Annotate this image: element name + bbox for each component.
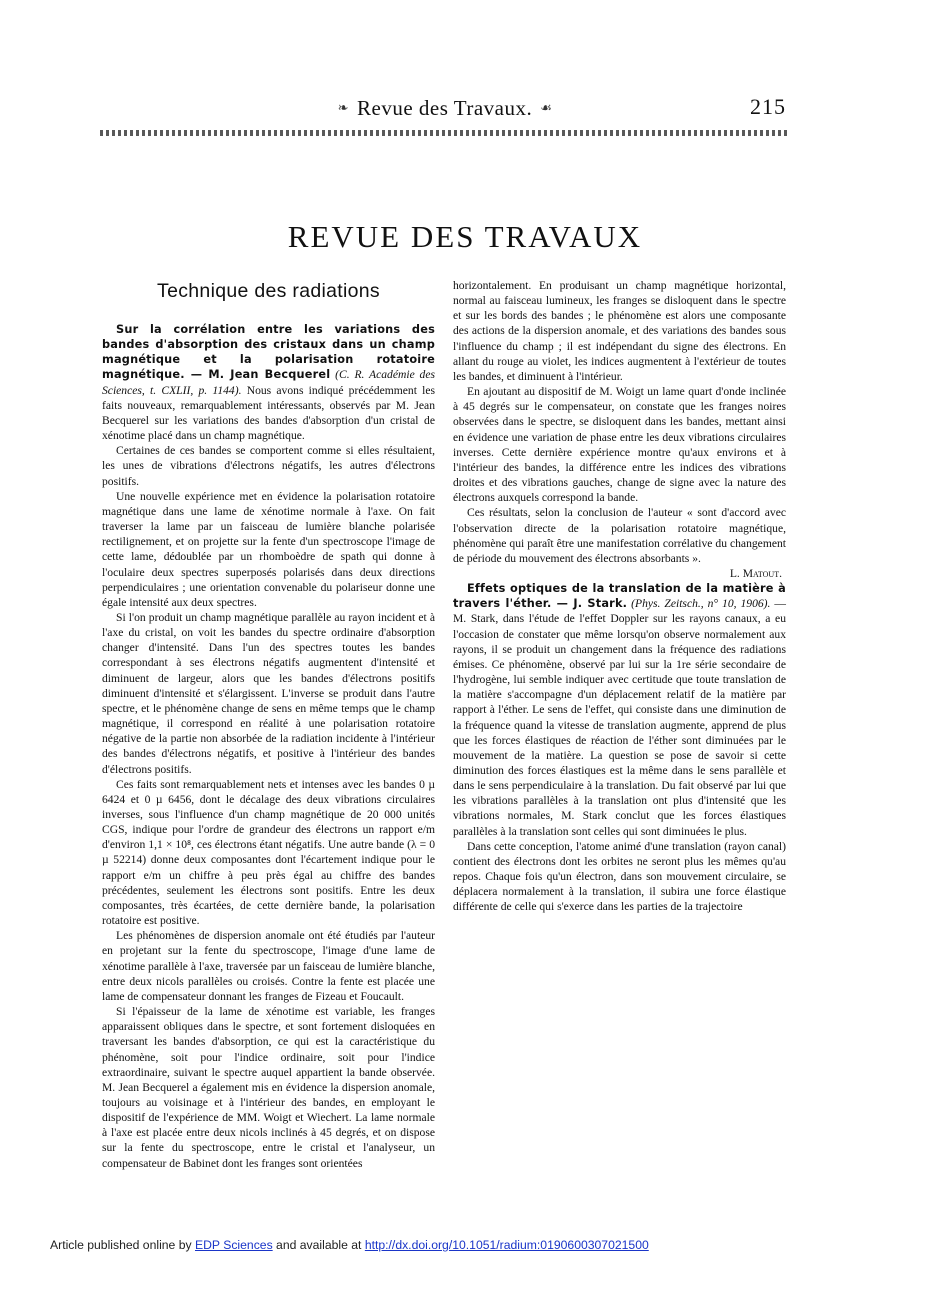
right-ornament-icon: ☙ (540, 100, 553, 115)
article1-signature: L. Matout. (729, 566, 782, 580)
article1-paragraph: Ces résultats, selon la conclusion de l'auteur « sont d'accord avec l'observation directe de la polarisation rotatoire magnétique, phénomène qui paraît être une manifestation corrélative du changement de période du mouvement des électrons absorbants ». (453, 506, 786, 565)
article1-paragraph: Nous avons indiqué précédemment les faits nouveaux, remarquablement intéressants, observés par M. Jean Becquerel sur les variations des bandes d'absorption d'un cristal de xénotime placé dans un champ magnétique. (102, 383, 436, 443)
article1-paragraph: Les phénomènes de dispersion anomale ont été étudiés par l'auteur en projetant sur la fente du spectroscope, l'image d'une lame de xénotime parallèle à l'axe, traversée par un faisceau de lumière blanche, entre deux nicols parallèles ou croisés. Contre la fente est placée une lame de compensateur donnant les franges de Fizeau et Foucault. (102, 929, 435, 1003)
footer-text: Article published online by (50, 1238, 195, 1252)
running-title-text: Revue des Travaux. (357, 96, 533, 120)
running-title (100, 96, 790, 121)
article1-paragraph: Ces faits sont remarquablement nets et intenses avec les bandes 0 µ 6424 et 0 µ 6456, dont le décalage des deux vibrations circulaires inverses, sous l'influence d'un champ magnétique de 20 000 unités CGS, indique pour l'ordre de grandeur des électrons un rapport e/m d'environ 1,1 × 10⁸, ces électrons étant négatifs. Une autre bande (λ = 0 µ 52214) donne deux composantes dont l'écartement indique pour le rapport e/m un chiffre à peu près égal au chiffre des bandes précédentes, seulement les électrons sont positifs. Entre les deux composantes, très écartées, de cette dernière bande, la polarisation rotatoire est positive. (102, 777, 435, 928)
footer (50, 1238, 649, 1252)
article1-paragraph: Une nouvelle expérience met en évidence la polarisation rotatoire magnétique dans une lame de xénotime normale à l'axe. On fait traverser la lame par un faisceau de lumière blanche polarisée rectilignement, et on projette sur la fente d'un spectroscope l'image de cette lame, dédoublée par un rhomboèdre de spath qui donne à l'oculaire deux spectres superposés polarisés dans deux directions perpendiculaires ; une orientation convenable du polariseur donne une égale intensité aux deux spectres. (102, 489, 435, 609)
article1-paragraph: Si l'épaisseur de la lame de xénotime est variable, les franges apparaissent obliques dans le spectre, et sont fortement disloquées en traversant les bandes d'absorption, ce qui est la caractéristique du phénomène, soit pour l'indice ordinaire, soit pour l'indice extraordinaire, suivant le spectre auquel appartient la bande observée. M. Jean Becquerel a également mis en évidence la dispersion anomale, toujours au voisinage et à l'intérieur des bandes, en employant le dispositif de l'expérience de MM. Woigt et Wiechert. La lame normale à l'axe est placée entre deux nicols inclinés à 45 degrés, et on dispose sur la fente du spectroscope, entre le cristal et l'analyseur, un compensateur de Babinet dont les franges sont orientées (102, 1005, 435, 1170)
running-head (100, 96, 790, 128)
article1-citation: (C. R. Académie des Sciences, t. CXLII, p. 1144). (102, 368, 436, 397)
right-column (453, 278, 786, 915)
article2-citation: (Phys. Zeitsch., n° 10, 1906). (631, 597, 771, 611)
article1-paragraph: Si l'on produit un champ magnétique parallèle au rayon incident et à l'axe du cristal, on voit les bandes du spectre ordinaire d'absorption changer d'intensité. Dans l'un des spectres toutes les bandes correspondant à ses électrons négatifs augmentent d'intensité et diminuent de largeur, alors que les bandes d'électrons positifs diminuent d'intensité et s'élargissent. L'inverse se produit dans l'autre spectre, et le phénomène change de sens en même temps que le champ magnétique, il correspond en réalité à une polarisation rotatoire négative de la partie non absorbée de la radiation incidente à l'intérieur des bandes d'électrons négatifs, et positive à l'intérieur des bandes d'électrons positifs. (102, 610, 435, 776)
doi-link[interactable]: http://dx.doi.org/10.1051/radium:0190600307021500 (364, 1238, 649, 1252)
article1-paragraph: Certaines de ces bandes se comportent comme si elles résultaient, les unes de vibrations d'électrons négatifs, les autres d'électrons positifs. (102, 444, 435, 488)
rubric-title: Technique des radiations (157, 280, 380, 302)
article2-lead (453, 581, 786, 839)
article1-paragraph-continued: horizontalement. En produisant un champ magnétique horizontal, normal au faisceau lumineux, les franges se disloquent dans le spectre et sur les bords des bandes ; le phénomène est alors une composante des actions de la dispersion anomale, et des variations des bandes sous l'influence du champ ; il est indépendant du signe des électrons. En allant du rouge au violet, les indices augmentent à l'extérieur de toutes les bandes, et diminuent à l'intérieur. (453, 279, 786, 383)
page-number: 215 (750, 94, 786, 119)
publisher-link[interactable]: EDP Sciences (194, 1238, 273, 1252)
article2-title: Effets optiques de la translation de la matière à travers l'éther. — J. Stark. (453, 582, 786, 611)
article2-paragraph: — M. Stark, dans l'étude de l'effet Doppler sur les rayons canaux, a eu l'occasion de constater que même lorsqu'on observe normalement aux rayons, il se produit un changement dans la fréquence des radiations émises. Ce phénomène, observé par lui sur la 1re série secondaire de l'hydrogène, lui semble indiquer avec certitude que toute translation de la matière s'accompagne d'un déplacement relatif de la matière par rapport à l'éther. Le sens de l'effet, qui consiste dans une diminution de la fréquence quand la vitesse de translation augmente, apprend de plus que les forces élastiques de réaction de l'éther sont diminuées par le mouvement de la matière. La question se pose de savoir si cette diminution des forces élastiques est la même dans le sens parallèle et dans le sens perpendiculaire à la translation. Du fait observé par lui que les vibrations parallèles à la translation ont plus d'intensité que les vibrations normales, M. Stark conclut que les forces élastiques parallèles à la translation sont celles qui sont diminuées le plus. (453, 597, 786, 838)
article1-title: Sur la corrélation entre les variations des bandes d'absorption des cristaux dans un champ magnétique et la polarisation rotatoire magnétique. — M. Jean Becquerel (102, 323, 435, 382)
article1-lead (102, 322, 435, 443)
header-rule (100, 130, 790, 136)
article2-paragraph: Dans cette conception, l'atome animé d'une translation (rayon canal) contient des électrons dont les orbites ne seront plus les mêmes qu'au repos. Chaque fois qu'un électron, dans son mouvement circulaire, se déplacera normalement à la translation, il subira une force élastique différente de celle qui s'exerce dans les parties de la trajectoire (453, 839, 786, 914)
left-column (102, 278, 435, 1171)
footer-text: and available at (272, 1238, 365, 1252)
section-title: REVUE DES TRAVAUX (287, 218, 643, 254)
article1-paragraph: En ajoutant au dispositif de M. Woigt un lame quart d'onde inclinée à 45 degrés sur le compensateur, on constate que les franges noires observées dans le spectre, se disloquent dans les bandes, mettant ainsi en évidence une variation de phase entre les deux vibrations circulaires inverses. Cette dernière expérience montre qu'aux environs et à l'intérieur des bandes, la différence entre les indices des vibrations droites et des vibrations gauches, change de signe avec la nature des électrons auxquels correspond la bande. (453, 385, 786, 505)
left-ornament-icon: ❧ (337, 100, 349, 115)
